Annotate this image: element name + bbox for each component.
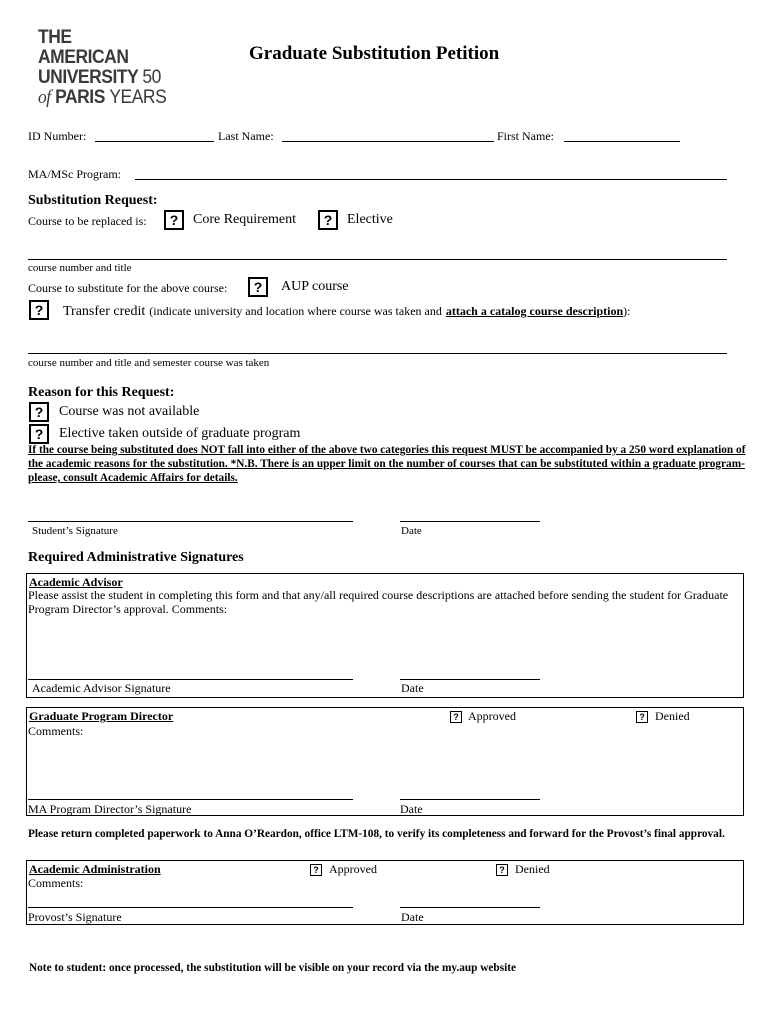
return-instructions: Please return completed paperwork to Anna O’Reardon, office LTM-108, to verify its completeness and forward for the Provost’s final approval. bbox=[28, 828, 725, 840]
logo-line-2: UNIVERSITY bbox=[38, 67, 138, 88]
transfer-note: (indicate university and location where course was taken and bbox=[149, 304, 442, 318]
university-logo bbox=[38, 28, 168, 108]
admin-heading: Required Administrative Signatures bbox=[28, 550, 244, 565]
aup-course-label: AUP course bbox=[281, 279, 349, 294]
director-approved-checkbox[interactable]: ? bbox=[450, 711, 462, 723]
director-date-label: Date bbox=[400, 802, 423, 816]
outside-elective-checkbox[interactable]: ? bbox=[29, 424, 49, 444]
logo-paris: PARIS bbox=[55, 87, 105, 108]
administration-comments-label: Comments: bbox=[28, 876, 84, 890]
academic-advisor-title: Academic Advisor bbox=[29, 575, 123, 589]
core-requirement-label: Core Requirement bbox=[193, 212, 297, 227]
advisor-date-label: Date bbox=[401, 681, 424, 695]
director-approved-label: Approved bbox=[468, 709, 516, 723]
advisor-date-field[interactable] bbox=[400, 679, 540, 680]
student-signature-field[interactable] bbox=[28, 521, 353, 522]
not-available-label: Course was not available bbox=[59, 404, 200, 419]
core-requirement-checkbox[interactable]: ? bbox=[164, 210, 184, 230]
replaced-course-field[interactable] bbox=[28, 259, 727, 260]
academic-advisor-instructions: Please assist the student in completing this form and that any/all required course descriptions are attached before sending the student for Graduate Program Director’s approval. Comments: bbox=[28, 588, 729, 616]
student-date-field[interactable] bbox=[400, 521, 540, 522]
administration-approved-checkbox[interactable]: ? bbox=[310, 864, 322, 876]
replaced-course-label: Course to be replaced is: bbox=[28, 214, 147, 228]
program-director-title: Graduate Program Director bbox=[29, 709, 174, 723]
student-signature-label: Student’s Signature bbox=[32, 525, 118, 537]
transfer-credit-checkbox[interactable]: ? bbox=[29, 300, 49, 320]
director-signature-label: MA Program Director’s Signature bbox=[28, 802, 192, 816]
director-comments-label: Comments: bbox=[28, 724, 84, 738]
not-available-checkbox[interactable]: ? bbox=[29, 402, 49, 422]
first-name-field[interactable] bbox=[564, 141, 680, 142]
director-denied-label: Denied bbox=[655, 709, 690, 723]
provost-signature-label: Provost’s Signature bbox=[28, 910, 122, 924]
substitute-course-label: Course to substitute for the above course: bbox=[28, 281, 228, 295]
provost-date-label: Date bbox=[401, 910, 424, 924]
student-date-label: Date bbox=[401, 525, 422, 537]
first-name-label: First Name: bbox=[497, 129, 554, 143]
reason-heading: Reason for this Request: bbox=[28, 385, 175, 400]
advisor-signature-label: Academic Advisor Signature bbox=[32, 681, 171, 695]
id-number-label: ID Number: bbox=[28, 129, 87, 143]
logo-of: of bbox=[38, 87, 51, 108]
page-title: Graduate Substitution Petition bbox=[249, 43, 500, 64]
director-denied-checkbox[interactable]: ? bbox=[636, 711, 648, 723]
last-name-field[interactable] bbox=[282, 141, 494, 142]
transfer-course-field[interactable] bbox=[28, 353, 727, 354]
elective-checkbox[interactable]: ? bbox=[318, 210, 338, 230]
administration-approved-label: Approved bbox=[329, 862, 377, 876]
transfer-credit-label: Transfer credit bbox=[63, 304, 146, 319]
elective-label: Elective bbox=[347, 212, 393, 227]
logo-years: YEARS bbox=[109, 87, 167, 108]
director-signature-field[interactable] bbox=[28, 799, 353, 800]
aup-course-checkbox[interactable]: ? bbox=[248, 277, 268, 297]
advisor-signature-field[interactable] bbox=[28, 679, 353, 680]
transfer-note-end: ): bbox=[623, 304, 631, 318]
director-date-field[interactable] bbox=[400, 799, 540, 800]
substitution-heading: Substitution Request: bbox=[28, 193, 158, 208]
semester-caption: course number and title and semester course was taken bbox=[28, 357, 270, 369]
provost-date-field[interactable] bbox=[400, 907, 540, 908]
last-name-label: Last Name: bbox=[218, 129, 274, 143]
academic-administration-title: Academic Administration bbox=[29, 862, 161, 876]
program-label: MA/MSc Program: bbox=[28, 167, 121, 181]
administration-denied-checkbox[interactable]: ? bbox=[496, 864, 508, 876]
logo-anniversary-number: 50 bbox=[142, 67, 161, 88]
outside-elective-label: Elective taken outside of graduate program bbox=[59, 426, 301, 441]
logo-line-1: THE AMERICAN bbox=[38, 27, 129, 68]
footer-note: Note to student: once processed, the substitution will be visible on your record via the my.aup website bbox=[29, 962, 517, 974]
program-field[interactable] bbox=[135, 179, 727, 180]
provost-signature-field[interactable] bbox=[28, 907, 353, 908]
warning-text: If the course being substituted does NOT fall into either of the above two categories this request MUST be accompanied by a 250 word explanation of the academic reasons for the substitution. *N.B. There is an upper limit on the number of courses that can be substituted within a graduate program- please, consult Academic Affairs for details. bbox=[28, 444, 746, 484]
catalog-description-link: attach a catalog course description bbox=[445, 304, 624, 318]
administration-denied-label: Denied bbox=[515, 862, 550, 876]
id-number-field[interactable] bbox=[95, 141, 214, 142]
course-caption: course number and title bbox=[28, 262, 132, 274]
